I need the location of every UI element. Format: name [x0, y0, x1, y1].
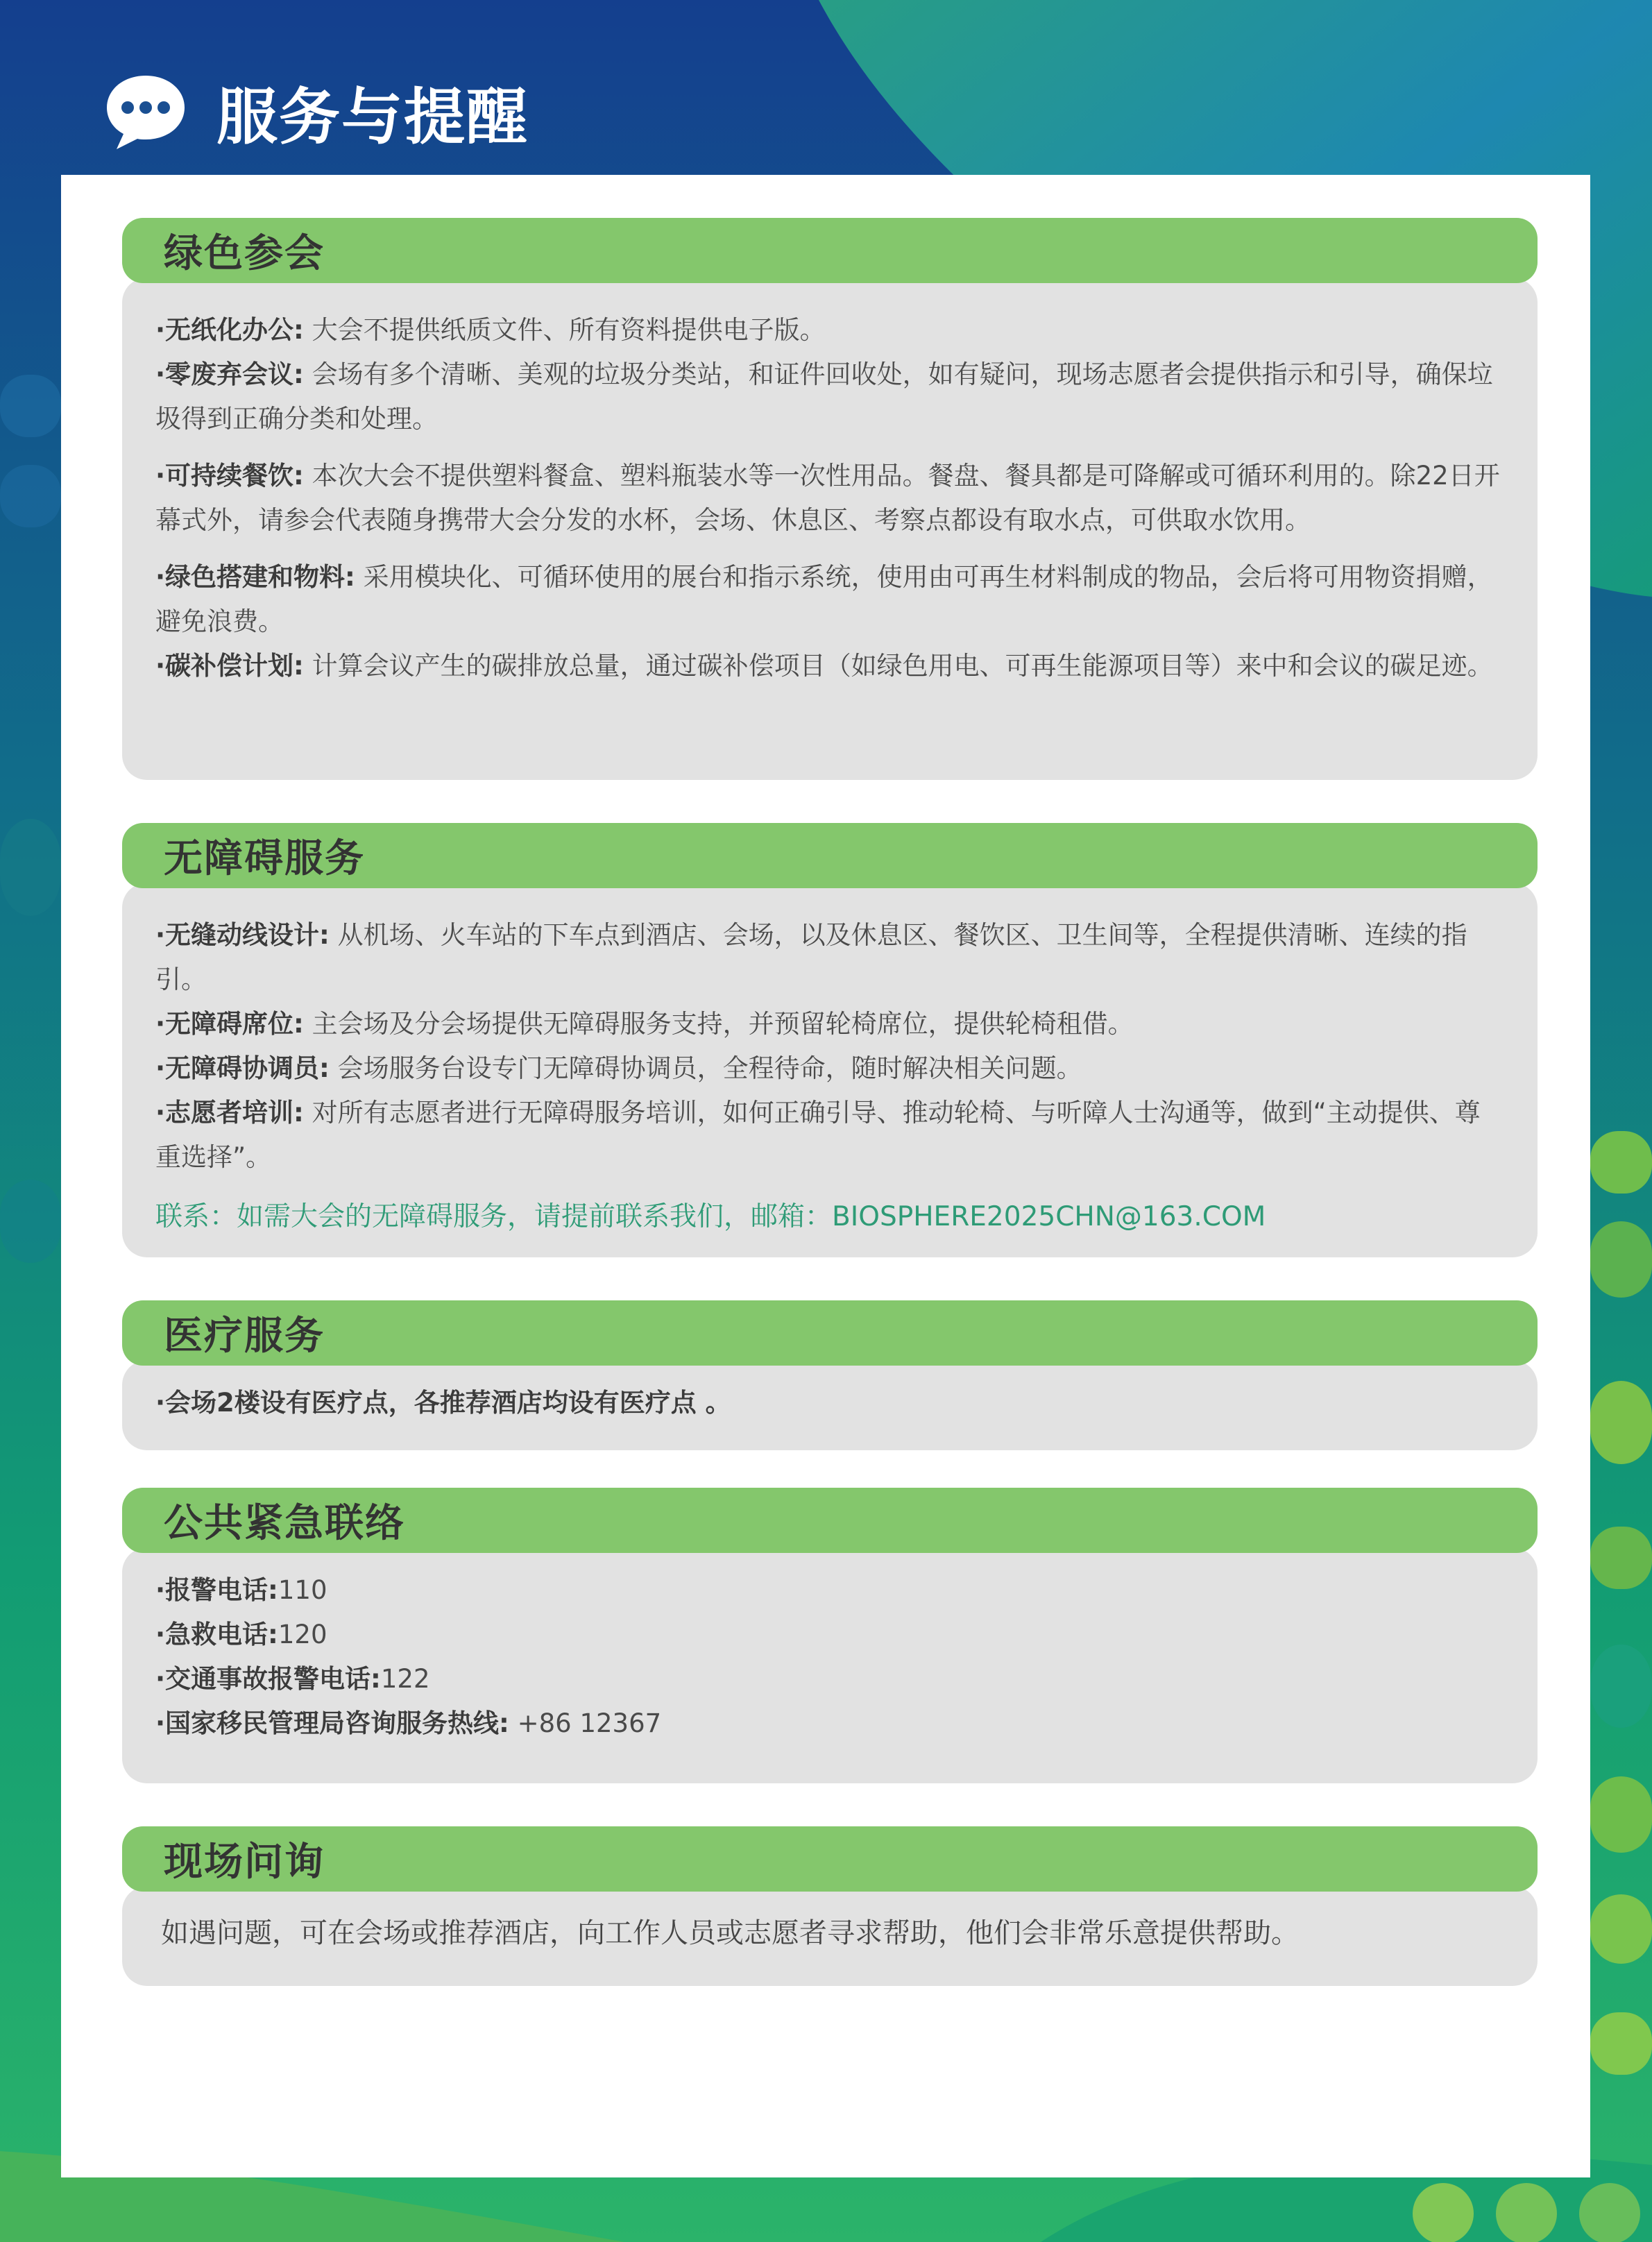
- section-medical: [122, 1300, 1538, 1450]
- list-item: [155, 1657, 1501, 1701]
- item-label: ·零废弃会议:: [155, 359, 304, 389]
- list-item: [155, 913, 1501, 1002]
- page-header: [103, 64, 529, 161]
- list-item: [155, 555, 1501, 644]
- section-title: 无障碍服务: [164, 836, 365, 881]
- item-text: 对所有志愿者进行无障碍服务培训，如何正确引导、推动轮椅、与听障人士沟通等，做到“主动提供、尊重选择”。: [155, 1098, 1481, 1172]
- item-label: ·会场2楼设有医疗点，各推荐酒店均设有医疗点 。: [155, 1388, 731, 1418]
- section-emergency-contacts: [122, 1488, 1538, 1783]
- section-header: [122, 823, 1538, 888]
- item-text: 主会场及分会场提供无障碍服务支持，并预留轮椅席位，提供轮椅租借。: [303, 1009, 1134, 1039]
- section-title: 绿色参会: [164, 231, 325, 276]
- section-header: [122, 218, 1538, 283]
- item-text: 计算会议产生的碳排放总量，通过碳补偿项目（如绿色用电、可再生能源项目等）来中和会议的碳足迹。: [303, 651, 1493, 681]
- list-item: [155, 1091, 1501, 1180]
- item-label: ·无纸化办公:: [155, 315, 304, 345]
- list-item: [155, 454, 1501, 543]
- section-header: [122, 1826, 1538, 1892]
- section-body: [122, 278, 1538, 780]
- list-item: [155, 353, 1501, 441]
- item-label: ·无障碍席位:: [155, 1009, 304, 1039]
- section-title: 医疗服务: [164, 1314, 325, 1359]
- page-title: 服务与提醒: [216, 81, 529, 153]
- item-text: 会场服务台设专门无障碍协调员，全程待命，随时解决相关问题。: [329, 1053, 1082, 1083]
- content-card: [61, 175, 1590, 2177]
- item-text: 110: [278, 1575, 327, 1605]
- item-text: 大会不提供纸质文件、所有资料提供电子版。: [303, 315, 826, 345]
- list-item: [155, 1568, 1501, 1613]
- list-item: [155, 308, 1501, 353]
- item-text: +86 12367: [509, 1708, 662, 1738]
- section-onsite-inquiry: [122, 1826, 1538, 1986]
- section-body: [122, 1547, 1538, 1783]
- list-item: [155, 1381, 1501, 1425]
- list-item: [155, 644, 1501, 688]
- item-label: ·急救电话:: [155, 1620, 278, 1649]
- list-item: [155, 1613, 1501, 1657]
- section-title: 现场问询: [164, 1840, 325, 1885]
- section-title: 公共紧急联络: [164, 1501, 405, 1546]
- section-body: [122, 883, 1538, 1257]
- chat-bubble-icon: [103, 71, 189, 153]
- item-text: 122: [380, 1664, 430, 1694]
- item-text: 从机场、火车站的下车点到酒店、会场，以及休息区、餐饮区、卫生间等，全程提供清晰、连续的指引。: [155, 920, 1467, 994]
- section-header: [122, 1488, 1538, 1553]
- item-label: ·交通事故报警电话:: [155, 1664, 381, 1694]
- item-label: ·国家移民管理局咨询服务热线:: [155, 1708, 509, 1738]
- item-label: ·绿色搭建和物料:: [155, 562, 355, 592]
- contact-email-text: 联系：如需大会的无障碍服务，请提前联系我们，邮箱：BIOSPHERE2025CHN@163.COM: [155, 1201, 1266, 1232]
- section-accessibility: [122, 823, 1538, 1257]
- item-label: ·无障碍协调员:: [155, 1053, 330, 1083]
- inquiry-text: 如遇问题，可在会场或推荐酒店，向工作人员或志愿者寻求帮助，他们会非常乐意提供帮助。: [161, 1917, 1299, 1949]
- item-text: 120: [278, 1620, 327, 1649]
- list-item: [155, 1002, 1501, 1046]
- section-header: [122, 1300, 1538, 1366]
- list-item: [155, 1046, 1501, 1091]
- item-label: ·无缝动线设计:: [155, 920, 330, 950]
- list-item: [155, 1701, 1501, 1746]
- item-text: 会场有多个清晰、美观的垃圾分类站，和证件回收处，如有疑问，现场志愿者会提供指示和引导，确保垃圾得到正确分类和处理。: [155, 359, 1493, 434]
- section-green-meeting: [122, 218, 1538, 780]
- section-body: [122, 1360, 1538, 1450]
- item-label: ·报警电话:: [155, 1575, 278, 1605]
- item-label: ·志愿者培训:: [155, 1098, 304, 1128]
- item-text: 采用模块化、可循环使用的展台和指示系统，使用由可再生材料制成的物品，会后将可用物资捐赠，避免浪费。: [155, 562, 1493, 636]
- item-label: ·碳补偿计划:: [155, 651, 304, 681]
- item-text: 本次大会不提供塑料餐盒、塑料瓶装水等一次性用品。餐盘、餐具都是可降解或可循环利用的。除22日开幕式外，请参会代表随身携带大会分发的水杯，会场、休息区、考察点都设有取水点，可供取水饮用。: [155, 461, 1500, 535]
- section-body: [122, 1886, 1538, 1986]
- item-label: ·可持续餐饮:: [155, 461, 304, 491]
